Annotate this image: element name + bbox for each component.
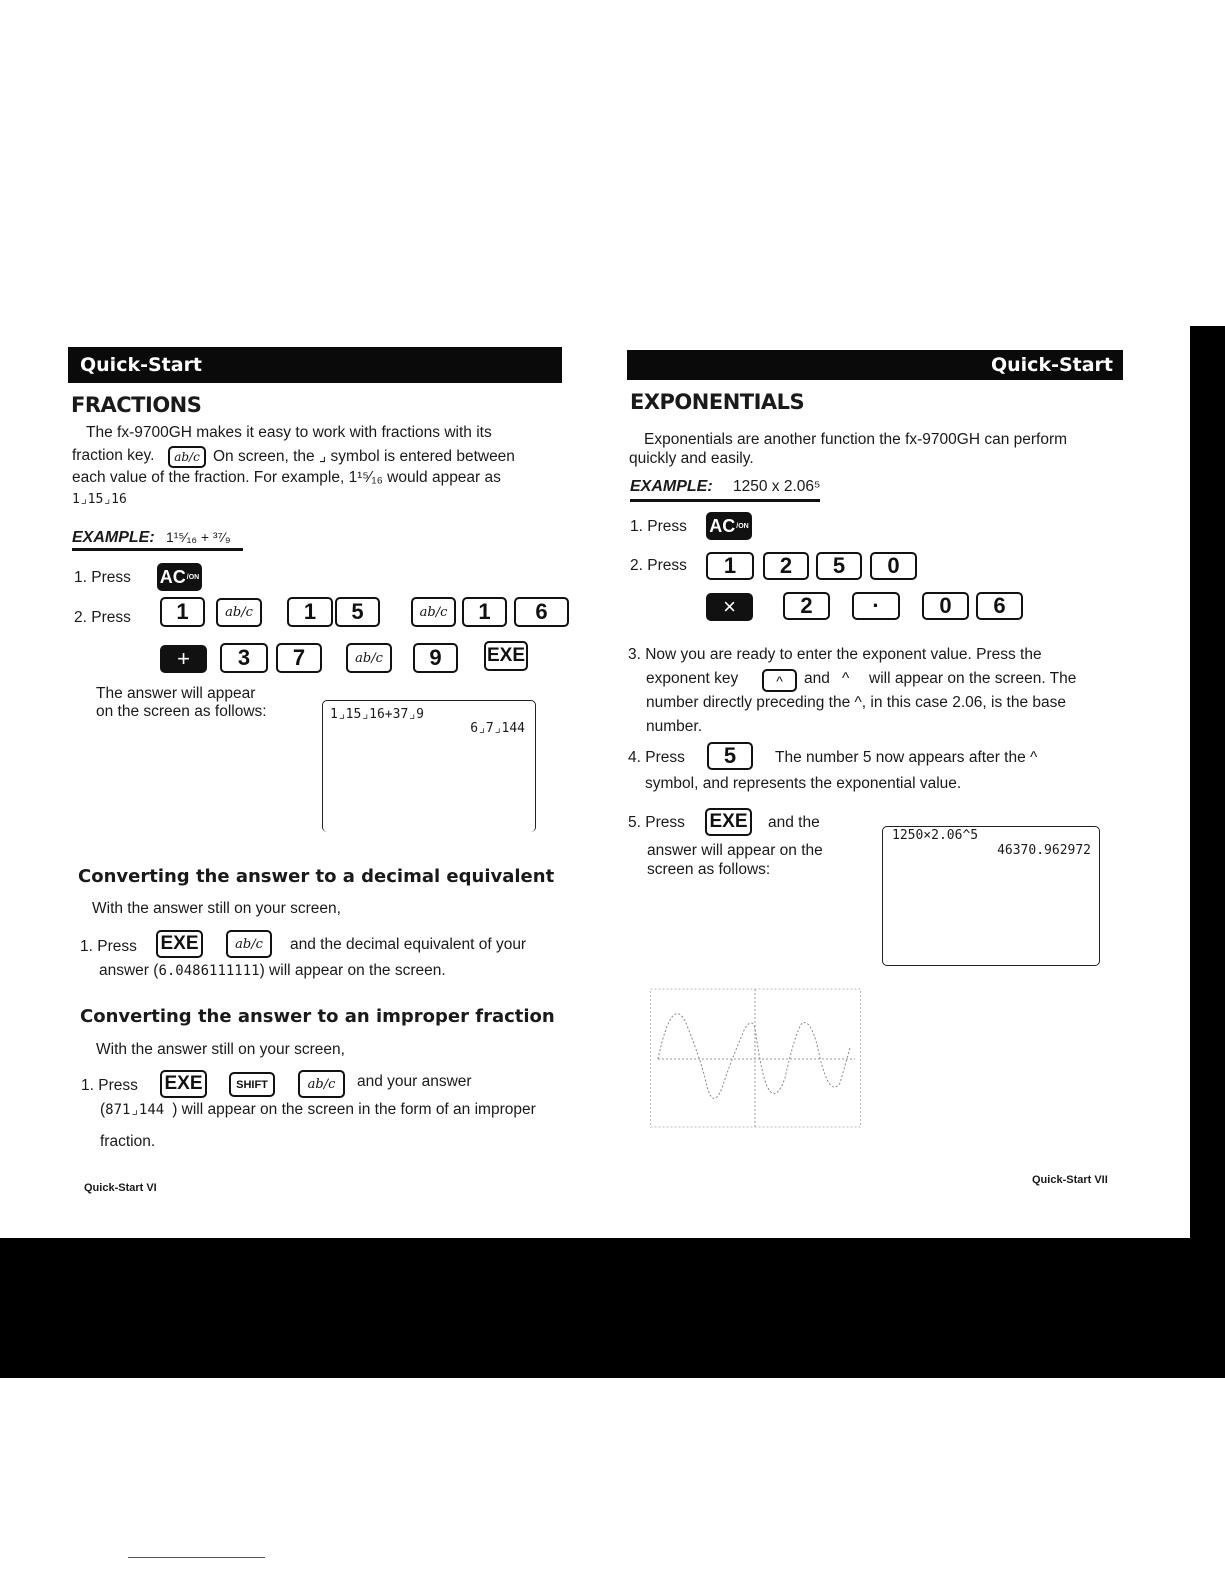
ac-key-sup: /ON <box>186 573 200 581</box>
exp-example-underline <box>630 499 820 502</box>
key-5: 5 <box>335 597 380 627</box>
screen-line-2: 6⌟7⌟144 <box>470 721 525 736</box>
key-1: 1 <box>287 597 333 627</box>
decimal-answer-post: ) will appear on the screen. <box>259 962 446 979</box>
example-label: EXAMPLE: <box>72 529 155 546</box>
calculator-screen <box>882 826 1100 966</box>
ac-on-key <box>157 563 202 591</box>
ac-on-key <box>706 512 752 540</box>
example-underline <box>72 548 243 551</box>
faint-sine-graph <box>650 988 870 1130</box>
ac-key-label: AC <box>159 566 186 587</box>
screen-line-2: 46370.962972 <box>997 843 1091 858</box>
left-header-bar <box>68 347 562 383</box>
key-1: 1 <box>706 552 754 580</box>
improper-answer-pre: ( <box>100 1101 106 1118</box>
key-fraction: ab/c <box>216 598 262 627</box>
key-1: 1 <box>160 597 205 627</box>
exponentials-title: EXPONENTIALS <box>630 390 805 414</box>
key-7: 7 <box>276 643 322 673</box>
step3-caret-symbol: ^ <box>842 670 850 687</box>
key-9: 9 <box>413 643 458 673</box>
key-2: 2 <box>763 552 809 580</box>
bottom-blue-line <box>128 1557 265 1558</box>
step3-line-1: 3. Now you are ready to enter the exponent value. Press the <box>628 646 1042 663</box>
example-expression: 1¹⁵⁄₁₆ + ³⁷⁄₉ <box>166 529 231 545</box>
fractions-title: FRACTIONS <box>71 393 202 417</box>
step2-label: 2. Press <box>74 609 131 626</box>
decimal-answer-pre: answer ( <box>99 962 159 979</box>
right-edge-black-bar <box>1190 326 1225 1241</box>
decimal-step-label: 1. Press <box>80 938 137 955</box>
right-footer: Quick-Start VII <box>1032 1174 1108 1186</box>
key-3: 3 <box>220 643 268 673</box>
step3-line-4: number. <box>646 718 703 735</box>
improper-answer-end: fraction. <box>100 1133 156 1150</box>
improper-answer <box>100 1101 536 1119</box>
key-shift: SHIFT <box>229 1072 275 1097</box>
intro-line-3: each value of the fraction. For example, 1¹⁵⁄₁₆ would appear as <box>72 469 501 486</box>
right-header-title: Quick-Start <box>990 354 1113 376</box>
exp-step2-label: 2. Press <box>630 557 687 574</box>
exp-intro-2: quickly and easily. <box>629 450 754 467</box>
answer-text-1: The answer will appear <box>96 685 256 702</box>
key-plus: + <box>160 645 207 673</box>
step5-text-3: screen as follows: <box>647 861 771 878</box>
ac-key-label: AC <box>709 515 736 536</box>
calculator-screen <box>322 700 536 832</box>
step4-label: 4. Press <box>628 749 685 766</box>
exp-step1-label: 1. Press <box>630 518 687 535</box>
screen-line-1: 1⌟15⌟16+37⌟9 <box>330 707 424 722</box>
key-fraction: ab/c <box>226 930 272 958</box>
exp-example-label: EXAMPLE: <box>630 478 713 495</box>
exp-example-expression: 1250 x 2.06⁵ <box>733 478 821 495</box>
step5-text-2: answer will appear on the <box>647 842 823 859</box>
step1-label: 1. Press <box>74 569 131 586</box>
step4-text-2: symbol, and represents the exponential value. <box>645 775 962 792</box>
key-1: 1 <box>462 597 507 627</box>
step3-exponent-key-text: exponent key <box>646 670 739 687</box>
key-0: 0 <box>922 592 969 620</box>
intro-line-2a: fraction key. <box>72 447 155 464</box>
step5-label: 5. Press <box>628 814 685 831</box>
improper-step-text: and your answer <box>357 1073 472 1090</box>
step3-and: and <box>804 670 830 687</box>
improper-answer-value: 871⌟144 <box>105 1102 165 1118</box>
step3-line-2: will appear on the screen. The <box>869 670 1077 687</box>
decimal-heading: Converting the answer to a decimal equivalent <box>78 866 555 887</box>
key-exe: EXE <box>160 1070 207 1098</box>
key-2: 2 <box>783 592 830 620</box>
fraction-key: ab/c <box>168 446 206 468</box>
improper-heading: Converting the answer to an improper fraction <box>80 1006 555 1027</box>
key-5: 5 <box>707 742 753 770</box>
key-5: 5 <box>816 552 862 580</box>
decimal-step-text: and the decimal equivalent of your <box>290 936 527 953</box>
decimal-answer-value: 6.0486111111 <box>158 963 260 979</box>
screen-line-1: 1250×2.06^5 <box>892 828 979 843</box>
key-exe: EXE <box>156 930 203 958</box>
decimal-intro: With the answer still on your screen, <box>92 900 341 917</box>
intro-line-4: 1⌟15⌟16 <box>72 492 127 507</box>
decimal-answer <box>99 962 446 980</box>
intro-line-1: The fx-9700GH makes it easy to work with fractions with its <box>86 424 492 441</box>
key-exe: EXE <box>484 641 528 671</box>
left-header-title: Quick-Start <box>80 354 203 376</box>
key-caret: ^ <box>762 669 797 692</box>
key-decimal-point: · <box>852 592 900 620</box>
key-fraction: ab/c <box>298 1070 345 1098</box>
answer-text-2: on the screen as follows: <box>96 703 267 720</box>
intro-line-2b: On screen, the ⌟ symbol is entered between <box>213 448 515 465</box>
key-0: 0 <box>870 552 917 580</box>
step4-text: The number 5 now appears after the ^ <box>775 749 1038 766</box>
step5-text: and the <box>768 814 820 831</box>
key-times: × <box>706 593 753 621</box>
key-exe: EXE <box>705 808 752 836</box>
right-header-bar <box>627 350 1123 380</box>
improper-answer-post: ) will appear on the screen in the form of an improper <box>172 1101 536 1118</box>
bottom-black-band <box>0 1238 1225 1378</box>
key-fraction: ab/c <box>346 643 392 673</box>
key-fraction: ab/c <box>411 597 456 627</box>
ac-key-sup: /ON <box>736 522 749 530</box>
improper-intro: With the answer still on your screen, <box>96 1041 345 1058</box>
key-6: 6 <box>514 597 569 627</box>
improper-step-label: 1. Press <box>81 1077 138 1094</box>
exp-intro-1: Exponentials are another function the fx-9700GH can perform <box>644 431 1068 448</box>
key-6: 6 <box>976 592 1023 620</box>
step3-line-3: number directly preceding the ^, in this case 2.06, is the base <box>646 694 1066 711</box>
left-footer: Quick-Start VI <box>84 1182 157 1194</box>
